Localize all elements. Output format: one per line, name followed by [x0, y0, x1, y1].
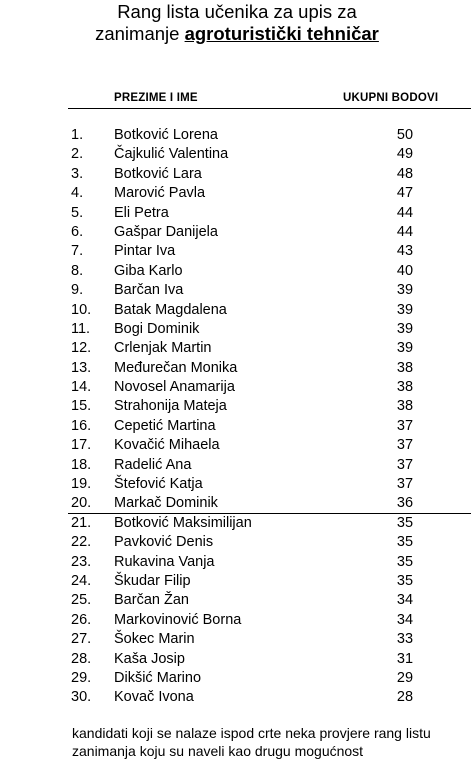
name-cell: Štefović Katja [114, 476, 203, 493]
rank-cell: 3. [71, 165, 84, 182]
rank-cell: 11. [71, 320, 91, 337]
name-cell: Botković Maksimilijan [114, 514, 252, 531]
table-row [0, 242, 474, 261]
rank-cell: 17. [71, 437, 92, 454]
rank-cell: 13. [71, 359, 92, 376]
name-cell: Markovinović Borna [114, 611, 242, 628]
table-row [0, 320, 474, 339]
rank-cell: 10. [71, 301, 92, 318]
points-cell: 33 [396, 631, 414, 648]
table-row [0, 165, 474, 184]
name-cell: Strahonija Mateja [114, 398, 227, 415]
table-row [0, 301, 474, 320]
rank-cell: 14. [71, 379, 92, 396]
table-row [0, 378, 474, 397]
header-divider [68, 108, 471, 109]
points-cell: 48 [396, 165, 414, 182]
table-row [0, 204, 474, 223]
name-cell: Kaša Josip [114, 650, 185, 667]
footnote: kandidati koji se nalaze ispod crte neka provjere rang listu zanimanja koju su naveli kao drugu mogućnost [72, 725, 431, 759]
rank-cell: 25. [71, 592, 92, 609]
points-cell: 39 [396, 282, 414, 299]
rank-cell: 22. [71, 534, 92, 551]
occupation-name: agroturistički tehničar [184, 23, 379, 44]
name-cell: Pintar Iva [114, 243, 176, 260]
ranking-table [0, 126, 474, 708]
points-cell: 39 [396, 340, 414, 357]
table-row [0, 630, 474, 649]
name-cell: Crlenjak Martin [114, 340, 212, 357]
rank-cell: 21. [71, 514, 92, 531]
rank-cell: 8. [71, 262, 84, 279]
rank-cell: 27. [71, 631, 92, 648]
table-row [0, 553, 474, 572]
name-cell: Pavković Denis [114, 534, 214, 551]
name-cell: Međurečan Monika [114, 359, 238, 376]
points-cell: 28 [396, 689, 414, 706]
table-row [0, 397, 474, 416]
name-cell: Novosel Anamarija [114, 379, 235, 396]
table-row [0, 591, 474, 610]
table-row [0, 436, 474, 455]
points-cell: 38 [396, 398, 414, 415]
points-cell: 44 [396, 204, 414, 221]
table-row [0, 262, 474, 281]
name-cell: Radelić Ana [114, 456, 192, 473]
table-row [0, 650, 474, 669]
rank-cell: 15. [71, 398, 92, 415]
rank-cell: 29. [71, 669, 92, 686]
name-cell: Barčan Iva [114, 282, 184, 299]
points-cell: 40 [396, 262, 414, 279]
name-cell: Šokec Marin [114, 631, 195, 648]
name-cell: Rukavina Vanja [114, 553, 215, 570]
name-cell: Kovačić Mihaela [114, 437, 220, 454]
table-row [0, 456, 474, 475]
name-cell: Marović Pavla [114, 185, 206, 202]
cutoff-line [68, 513, 471, 514]
rank-cell: 23. [71, 553, 92, 570]
rank-cell: 24. [71, 572, 92, 589]
column-header-points: UKUPNI BODOVI [343, 92, 439, 104]
name-cell: Batak Magdalena [114, 301, 227, 318]
name-cell: Čajkulić Valentina [114, 146, 229, 163]
table-row [0, 494, 474, 513]
points-cell: 34 [396, 611, 414, 628]
name-cell: Markač Dominik [114, 495, 218, 512]
name-cell: Cepetić Martina [114, 417, 216, 434]
page-title-line2 [0, 22, 474, 46]
name-cell: Kovač Ivona [114, 689, 194, 706]
points-cell: 38 [396, 379, 414, 396]
title-prefix: zanimanje [95, 23, 180, 44]
points-cell: 35 [396, 553, 414, 570]
points-cell: 29 [396, 669, 414, 686]
rank-cell: 30. [71, 689, 92, 706]
points-cell: 36 [396, 495, 414, 512]
rank-cell: 6. [71, 223, 84, 240]
name-cell: Botković Lorena [114, 127, 218, 143]
points-cell: 31 [396, 650, 414, 667]
table-row [0, 475, 474, 494]
table-row [0, 514, 474, 533]
table-row [0, 688, 474, 707]
column-header-name: PREZIME I IME [114, 92, 198, 104]
name-cell: Dikšić Marino [114, 669, 202, 686]
rank-cell: 12. [71, 340, 92, 357]
points-cell: 37 [396, 417, 414, 434]
rank-cell: 16. [71, 417, 92, 434]
points-cell: 47 [396, 185, 414, 202]
name-cell: Eli Petra [114, 204, 169, 221]
name-cell: Barčan Žan [114, 592, 189, 609]
rank-cell: 20. [71, 495, 92, 512]
points-cell: 49 [396, 146, 414, 163]
table-row [0, 572, 474, 591]
name-cell: Botković Lara [114, 165, 202, 182]
name-cell: Giba Karlo [114, 262, 183, 279]
points-cell: 39 [396, 301, 414, 318]
rank-cell: 26. [71, 611, 92, 628]
rank-cell: 7. [71, 243, 84, 260]
points-cell: 35 [396, 534, 414, 551]
points-cell: 38 [396, 359, 414, 376]
points-cell: 34 [396, 592, 414, 609]
points-cell: 44 [396, 223, 414, 240]
table-row [0, 339, 474, 358]
points-cell: 35 [396, 514, 414, 531]
points-cell: 37 [396, 456, 414, 473]
points-cell: 35 [396, 572, 414, 589]
name-cell: Škudar Filip [114, 572, 191, 589]
rank-cell: 1. [71, 127, 84, 143]
table-row [0, 281, 474, 300]
table-row [0, 533, 474, 552]
table-row [0, 417, 474, 436]
rank-cell: 18. [71, 456, 92, 473]
points-cell: 37 [396, 476, 414, 493]
table-row [0, 359, 474, 378]
rank-cell: 28. [71, 650, 92, 667]
rank-cell: 5. [71, 204, 84, 221]
points-cell: 39 [396, 320, 414, 337]
table-row [0, 184, 474, 203]
table-row [0, 611, 474, 630]
name-cell: Gašpar Danijela [114, 223, 218, 240]
table-row [0, 669, 474, 688]
rank-cell: 2. [71, 146, 84, 163]
table-row [0, 145, 474, 164]
rank-cell: 9. [71, 282, 84, 299]
table-row [0, 126, 474, 145]
rank-cell: 4. [71, 185, 84, 202]
points-cell: 37 [396, 437, 414, 454]
page-title-line1: Rang lista učenika za upis za [117, 1, 357, 22]
points-cell: 50 [396, 127, 414, 143]
name-cell: Bogi Dominik [114, 320, 200, 337]
table-row [0, 223, 474, 242]
rank-cell: 19. [71, 476, 92, 493]
points-cell: 43 [396, 243, 414, 260]
